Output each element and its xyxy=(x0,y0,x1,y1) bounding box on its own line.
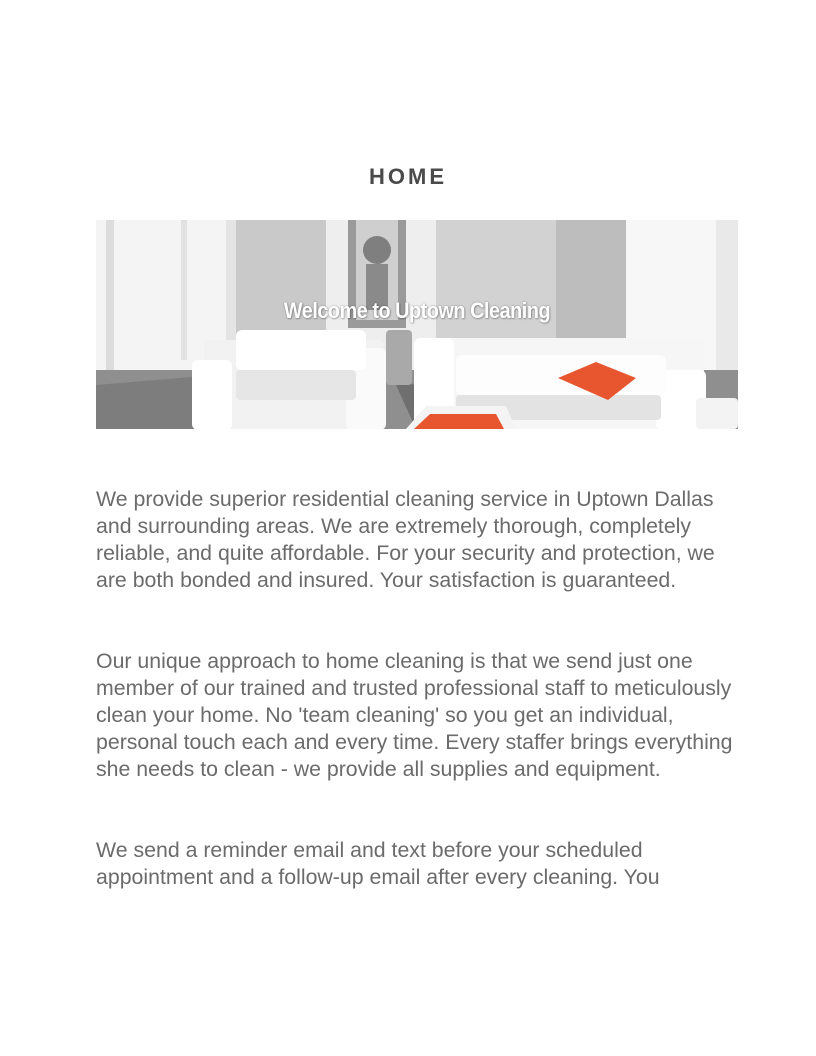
hero-caption: Welcome to Uptown Cleaning xyxy=(283,298,551,323)
approach-paragraph: Our unique approach to home cleaning is that we send just one member of our trained and trusted professional staff to meticulously clean your home. No 'team cleaning' so you get an individual, personal touch each and every time. Every staffer brings everything she needs to clean - we provide all supplies and equipment. xyxy=(96,649,733,781)
main-content xyxy=(96,486,736,945)
hero-banner xyxy=(96,220,738,429)
reminder-paragraph: We send a reminder email and text before your scheduled appointment and a follow-up email after every cleaning. You xyxy=(96,838,660,889)
page-title: HOME xyxy=(369,164,447,189)
living-room-photo xyxy=(96,220,738,429)
intro-paragraph: We provide superior residential cleaning service in Uptown Dallas and surrounding areas. We are extremely thorough, completely reliable, and quite affordable. For your security and protection, we are both bonded and insured. Your satisfaction is guaranteed. xyxy=(96,487,715,592)
